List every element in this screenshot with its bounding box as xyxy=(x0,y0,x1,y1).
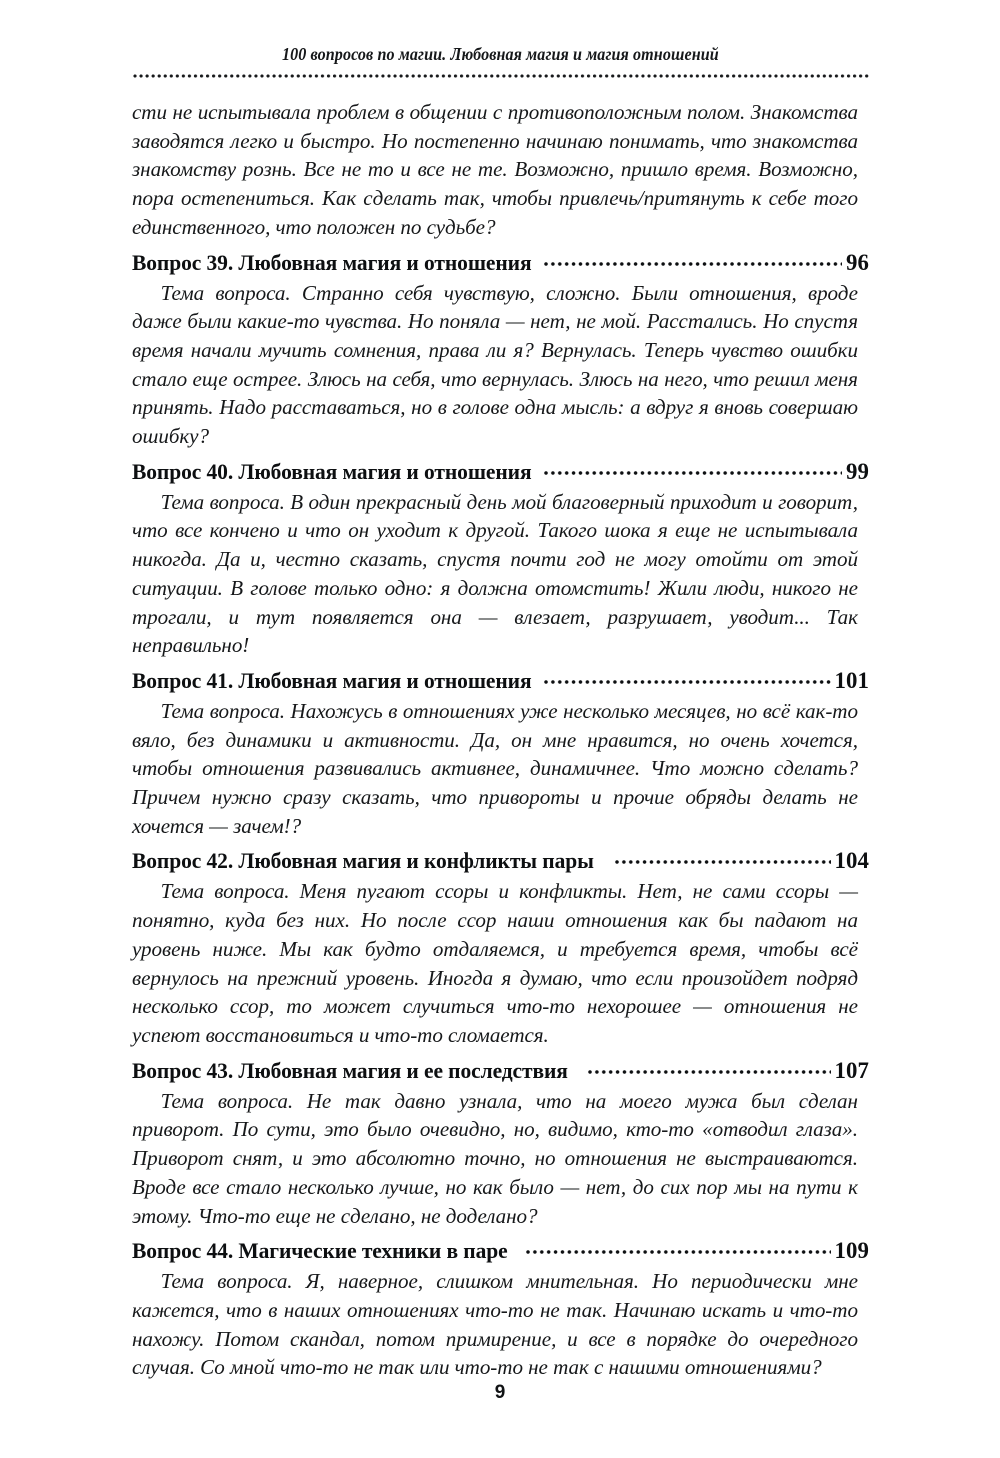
dot-leader xyxy=(588,1056,830,1078)
question-entry xyxy=(132,1056,869,1231)
folio-page-number: 9 xyxy=(494,1382,506,1403)
question-entry xyxy=(132,457,869,660)
question-heading[interactable] xyxy=(132,846,869,876)
question-heading-label: Вопрос 42. Любовная магия и конфликты пары xyxy=(132,848,594,874)
page-number: 104 xyxy=(834,848,869,874)
dot-leader xyxy=(615,846,830,868)
question-topic-text: Тема вопроса. В один прекрасный день мой благоверный приходит и говорит, что все кончено и что он уходит к другой. Такого шока я еще не испытывала никогда. Да и, честно сказать, спустя почти год не могу отойти от этой ситуации. В голове только одно: я должна отомстить! Жили люди, никого не трогали, и тут появляется она — влезает, разрушает, уводит... Так неправильно! xyxy=(132,489,858,658)
question-heading[interactable] xyxy=(132,1056,869,1086)
question-topic-text: Тема вопроса. Я, наверное, слишком мнительная. Но периодически мне кажется, что в наших отношениях что-то не так. Начинаю искать и что-то нахожу. Потом скандал, потом примирение, и все в порядке до очередного случая. Со мной что-то не так или что-то не так с нашими отношениями? xyxy=(132,1269,858,1380)
question-entry xyxy=(132,1236,869,1382)
question-entry xyxy=(132,846,869,1049)
question-topic-text: Тема вопроса. Странно себя чувствую, сложно. Были отношения, вроде даже были какие-то чувства. Но поняла — нет, не мой. Расстались. Но спустя время начали мучить сомнения, права ли я? Вернулась. Теперь чувство ошибки стало еще острее. Злюсь на себя, что вернулась. Злюсь на него, что решил меня принять. Надо расставаться, но в голове одна мысль: а вдруг я вновь совершаю ошибку? xyxy=(132,280,858,449)
dot-leader xyxy=(526,1236,830,1258)
question-heading[interactable] xyxy=(132,1236,869,1266)
running-header-title: 100 вопросов по магии. Любовная магия и магия отношений xyxy=(281,44,719,64)
question-heading[interactable] xyxy=(132,666,869,696)
question-topic-text: Тема вопроса. Меня пугают ссоры и конфликты. Нет, не сами ссоры — понятно, куда без них. Но после ссор наши отношения как бы падают на уровень ниже. Мы как будто отдаляемся, и требуется время, чтобы всё вернулось на прежний уровень. Иногда я думаю, что если произойдет подряд несколько ссор, то может случиться что-то нехорошее — отношения не успеют восстановиться и что-то сломается. xyxy=(132,879,858,1047)
question-heading-label: Вопрос 43. Любовная магия и ее последствия xyxy=(132,1057,568,1083)
question-heading-label: Вопрос 41. Любовная магия и отношения xyxy=(132,667,532,693)
question-heading-label: Вопрос 44. Магические техники в паре xyxy=(132,1238,508,1264)
page-number: 99 xyxy=(846,458,869,484)
intro-paragraph: сти не испытывала проблем в общении с противоположным полом. Знакомства заводятся легко и быстро. Но постепенно начинаю понимать, что знакомства знакомству рознь. Все не то и все не те. Возможно, пришло время. Возможно, пора остепениться. Как сделать так, чтобы привлечь/притянуть к себе того единственного, что положен по судьбе? xyxy=(132,100,858,239)
header-dotted-rule xyxy=(133,74,869,78)
dot-leader xyxy=(544,248,842,270)
dot-leader xyxy=(544,457,842,479)
question-heading[interactable] xyxy=(132,457,869,487)
question-heading[interactable] xyxy=(132,248,869,278)
page-number: 96 xyxy=(846,249,869,275)
page-number: 107 xyxy=(834,1057,869,1083)
question-heading-label: Вопрос 40. Любовная магия и отношения xyxy=(132,458,532,484)
question-entry xyxy=(132,248,869,451)
question-heading-label: Вопрос 39. Любовная магия и отношения xyxy=(132,249,532,275)
dot-leader xyxy=(544,666,831,688)
question-topic-text: Тема вопроса. Нахожусь в отношениях уже несколько месяцев, но всё как-то вяло, без динамики и активности. Да, он мне нравится, но очень хочется, чтобы отношения развивались активнее, динамичнее. Что можно сделать? Причем нужно сразу сказать, что привороты и прочие обряды делать не хочется — зачем!? xyxy=(132,698,858,838)
question-entry xyxy=(132,666,869,841)
page-number: 101 xyxy=(834,667,869,693)
question-topic-text: Тема вопроса. Не так давно узнала, что на моего мужа был сделан приворот. По сути, это было очевидно, но, видимо, кто-то «отводил глаза». Приворот снят, и это абсолютно точно, но отношения не выстраиваются. Вроде все стало несколько лучше, но как было — нет, до сих пор мы на пути к этому. Что-то еще не сделано, не доделано? xyxy=(132,1088,858,1228)
running-header xyxy=(132,44,868,65)
page-number: 109 xyxy=(834,1238,869,1264)
page-content xyxy=(132,98,869,1382)
